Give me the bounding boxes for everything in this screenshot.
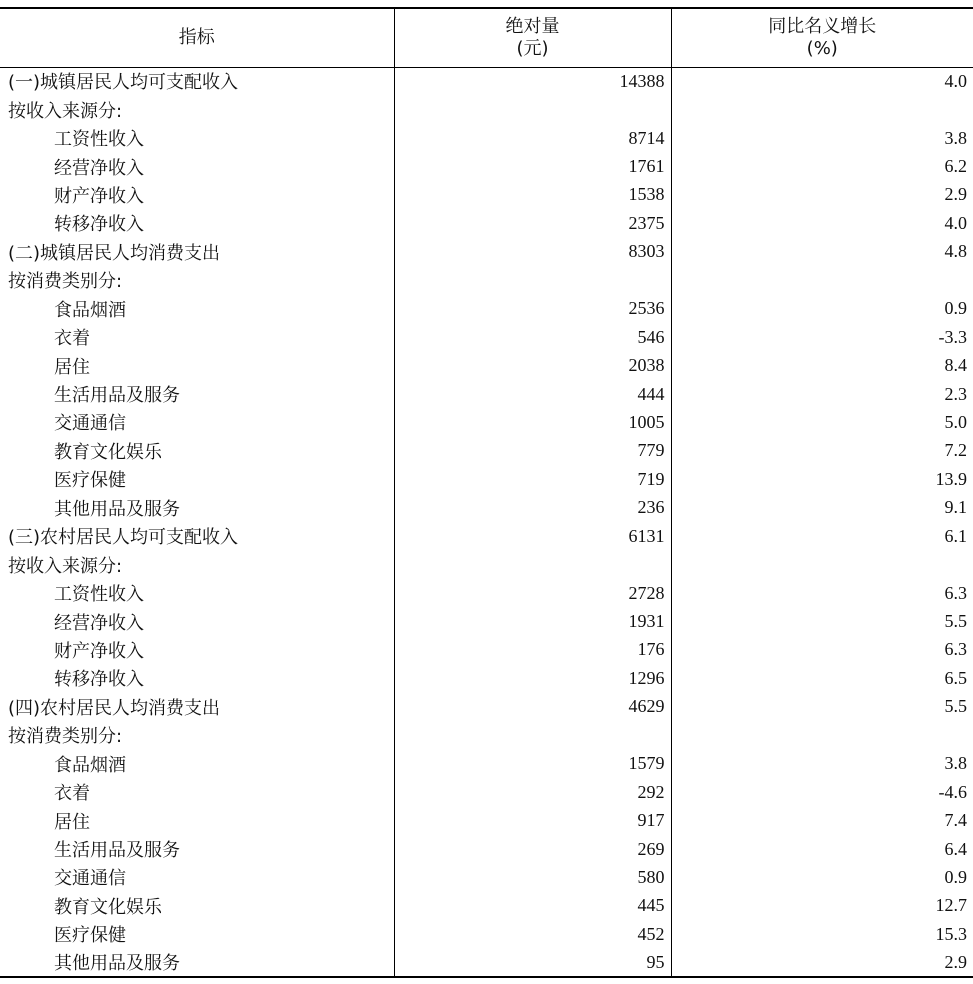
table-row: [0, 494, 973, 522]
row-yoy-growth: 6.2: [671, 152, 973, 180]
row-yoy-growth: 9.1: [671, 494, 973, 522]
row-absolute-value: 2536: [394, 295, 671, 323]
row-yoy-growth: 0.9: [671, 863, 973, 891]
row-absolute-value: 779: [394, 437, 671, 465]
row-label: 交通通信: [54, 413, 126, 435]
row-yoy-growth: 15.3: [671, 920, 973, 948]
row-label: 工资性收入: [54, 129, 144, 151]
table-row: [0, 266, 973, 294]
row-label: 财产净收入: [54, 185, 144, 207]
row-yoy-growth: 3.8: [671, 124, 973, 152]
row-absolute-value: 445: [394, 892, 671, 920]
row-label: 教育文化娱乐: [54, 896, 162, 918]
table-row: [0, 892, 973, 920]
row-yoy-growth: [671, 721, 973, 749]
row-yoy-growth: 7.4: [671, 806, 973, 834]
row-absolute-value: 444: [394, 380, 671, 408]
row-yoy-growth: 5.5: [671, 693, 973, 721]
row-yoy-growth: 4.0: [671, 209, 973, 237]
table-row: [0, 238, 973, 266]
table-row: [0, 835, 973, 863]
row-yoy-growth: -3.3: [671, 323, 973, 351]
table-row: [0, 778, 973, 806]
row-yoy-growth: 6.4: [671, 835, 973, 863]
row-label: 转移净收入: [54, 669, 144, 691]
table-header-row: [0, 8, 973, 67]
row-absolute-value: 2375: [394, 209, 671, 237]
row-yoy-growth: 12.7: [671, 892, 973, 920]
table-row: [0, 380, 973, 408]
row-label: 教育文化娱乐: [54, 441, 162, 463]
row-label: 工资性收入: [54, 584, 144, 606]
row-absolute-value: 580: [394, 863, 671, 891]
row-yoy-growth: 4.8: [671, 238, 973, 266]
row-label: 衣着: [54, 783, 90, 805]
table-row: [0, 806, 973, 834]
row-yoy-growth: 7.2: [671, 437, 973, 465]
row-label: 生活用品及服务: [54, 840, 180, 862]
row-label: 居住: [54, 356, 90, 378]
row-absolute-value: 269: [394, 835, 671, 863]
header-absolute-value-unit: (元): [516, 37, 549, 59]
table-row: [0, 550, 973, 578]
row-absolute-value: [394, 550, 671, 578]
row-absolute-value: 1579: [394, 750, 671, 778]
row-absolute-value: 2038: [394, 351, 671, 379]
row-label: 转移净收入: [54, 214, 144, 236]
row-label: 食品烟酒: [54, 299, 126, 321]
row-yoy-growth: [671, 95, 973, 123]
row-label: 按收入来源分:: [8, 555, 123, 577]
row-absolute-value: 14388: [394, 67, 671, 95]
table-row: [0, 693, 973, 721]
row-yoy-growth: [671, 550, 973, 578]
header-absolute-value-label: 绝对量: [505, 15, 560, 37]
row-yoy-growth: 4.0: [671, 67, 973, 95]
table-row: [0, 351, 973, 379]
row-yoy-growth: 6.1: [671, 522, 973, 550]
row-yoy-growth: 6.3: [671, 636, 973, 664]
row-label: 交通通信: [54, 868, 126, 890]
table-body: [0, 67, 973, 977]
row-label: 衣着: [54, 328, 90, 350]
table-row: [0, 152, 973, 180]
row-absolute-value: [394, 95, 671, 123]
row-absolute-value: [394, 266, 671, 294]
row-absolute-value: 917: [394, 806, 671, 834]
row-label: 医疗保健: [54, 925, 126, 947]
row-label: 财产净收入: [54, 640, 144, 662]
row-absolute-value: 8714: [394, 124, 671, 152]
table-row: [0, 863, 973, 891]
row-yoy-growth: 6.3: [671, 579, 973, 607]
table-row: [0, 920, 973, 948]
header-absolute-value: [394, 8, 671, 67]
row-yoy-growth: 0.9: [671, 295, 973, 323]
row-label: 经营净收入: [54, 157, 144, 179]
row-absolute-value: 546: [394, 323, 671, 351]
row-label: 食品烟酒: [54, 754, 126, 776]
row-label: 按消费类别分:: [8, 726, 123, 748]
table-row: [0, 124, 973, 152]
row-absolute-value: 176: [394, 636, 671, 664]
row-yoy-growth: 13.9: [671, 465, 973, 493]
row-label: 其他用品及服务: [0, 949, 394, 977]
row-absolute-value: 452: [394, 920, 671, 948]
table-row: [0, 67, 973, 95]
header-yoy-growth-label: 同比名义增长: [768, 15, 877, 37]
table-row: [0, 295, 973, 323]
row-absolute-value: 2728: [394, 579, 671, 607]
row-absolute-value: 1296: [394, 664, 671, 692]
table-row: [0, 949, 973, 977]
table-row: [0, 636, 973, 664]
table-row: [0, 579, 973, 607]
row-absolute-value: 1005: [394, 408, 671, 436]
row-label: (一)城镇居民人均可支配收入: [8, 72, 239, 94]
row-absolute-value: 292: [394, 778, 671, 806]
row-label: (三)农村居民人均可支配收入: [8, 527, 239, 549]
table-row: [0, 664, 973, 692]
row-yoy-growth: 5.0: [671, 408, 973, 436]
row-absolute-value: 95: [394, 949, 671, 977]
row-absolute-value: 1538: [394, 181, 671, 209]
row-absolute-value: [394, 721, 671, 749]
row-label: (二)城镇居民人均消费支出: [8, 242, 221, 264]
row-absolute-value: 6131: [394, 522, 671, 550]
table-row: [0, 95, 973, 123]
row-yoy-growth: 2.3: [671, 380, 973, 408]
row-label: 居住: [54, 811, 90, 833]
row-label: 按消费类别分:: [8, 271, 123, 293]
header-indicator: [0, 8, 394, 67]
row-yoy-growth: [671, 266, 973, 294]
header-yoy-growth: [671, 8, 973, 67]
row-absolute-value: 1931: [394, 607, 671, 635]
row-label: (四)农村居民人均消费支出: [8, 697, 221, 719]
row-yoy-growth: 5.5: [671, 607, 973, 635]
table-row: [0, 465, 973, 493]
income-expenditure-table: [0, 7, 973, 978]
row-yoy-growth: 8.4: [671, 351, 973, 379]
table-row: [0, 323, 973, 351]
table-row: [0, 437, 973, 465]
table-row: [0, 209, 973, 237]
row-absolute-value: 236: [394, 494, 671, 522]
row-yoy-growth: 6.5: [671, 664, 973, 692]
row-yoy-growth: -4.6: [671, 778, 973, 806]
row-label: 经营净收入: [54, 612, 144, 634]
table-row: [0, 750, 973, 778]
table-row: [0, 522, 973, 550]
table-row: [0, 721, 973, 749]
table-row: [0, 607, 973, 635]
table-row: [0, 408, 973, 436]
header-indicator-label: 指标: [178, 26, 215, 48]
row-absolute-value: 1761: [394, 152, 671, 180]
row-absolute-value: 8303: [394, 238, 671, 266]
row-label: 生活用品及服务: [54, 385, 180, 407]
row-label: 其他用品及服务: [54, 498, 180, 520]
header-yoy-growth-unit: (%): [806, 37, 838, 59]
row-yoy-growth: 3.8: [671, 750, 973, 778]
row-absolute-value: 719: [394, 465, 671, 493]
row-yoy-growth: 2.9: [671, 181, 973, 209]
row-label: 按收入来源分:: [8, 100, 123, 122]
table-row: [0, 181, 973, 209]
row-absolute-value: 4629: [394, 693, 671, 721]
row-label: 医疗保健: [54, 470, 126, 492]
row-yoy-growth: 2.9: [671, 949, 973, 977]
